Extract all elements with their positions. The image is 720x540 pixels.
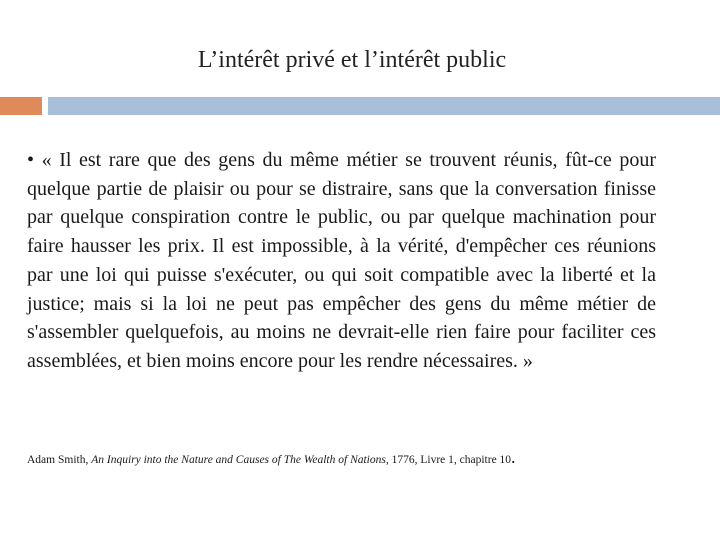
quote-text: « Il est rare que des gens du même métier se trouvent réunis, fût-ce pour quelque partie de plaisir ou pour se distraire, sans que la conversation finisse par quelque conspiration contre le public, ou par quelque machination pour faire hausser les prix. Il est impossible, à la vérité, d'empêcher ces réunions par une loi qui puisse s'exécuter, ou qui soit compatible avec la liberté et la justice; mais si la loi ne peut pas empêcher des gens du même métier de s'assembler quelquefois, au moins ne devrait-elle rien faire pour faciliter ces assemblées, et bien moins encore pour les rendre nécessaires. » [27,149,656,372]
citation-details: , 1776, Livre 1, chapitre 10 [385,454,512,466]
citation-work-title: An Inquiry into the Nature and Causes of The Wealth of Nations [91,454,386,466]
citation-author: Adam Smith, [27,454,92,466]
slide-title: L’intérêt privé et l’intérêt public [197,47,507,73]
quote-paragraph [27,146,656,376]
header-accent-bar [0,97,42,115]
citation [27,447,687,470]
citation-end: . [511,447,516,467]
bullet-icon: • [27,149,35,171]
header-divider-bar [48,97,720,115]
